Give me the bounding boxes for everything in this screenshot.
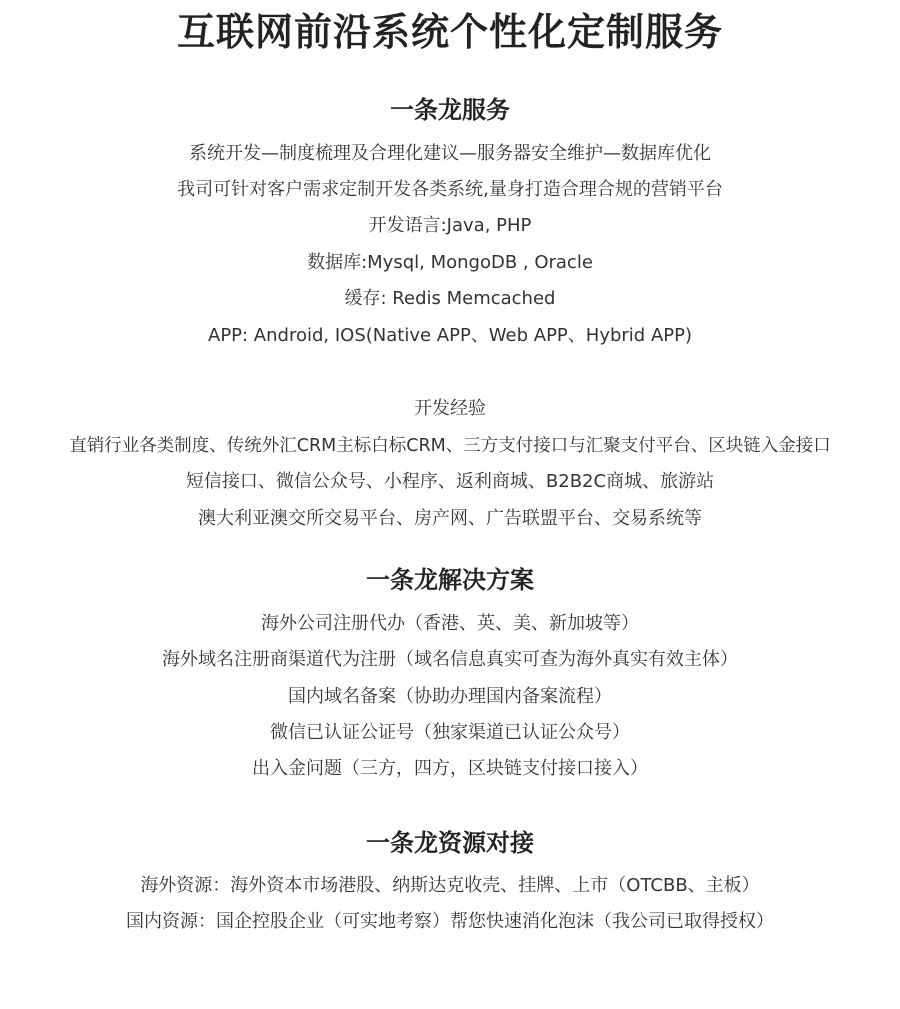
experience-line: 直销行业各类制度、传统外汇CRM主标白标CRM、三方支付接口与汇聚支付平台、区块链入金接口 — [69, 436, 831, 456]
resources-heading: 一条龙资源对接 — [366, 829, 534, 857]
solutions-line: 国内域名备案（协助办理国内备案流程） — [288, 686, 612, 707]
solutions-line: 出入金问题（三方，四方，区块链支付接口接入） — [252, 758, 648, 779]
resources-line: 国内资源：国企控股企业（可实地考察）帮您快速消化泡沫（我公司已取得授权） — [126, 911, 774, 932]
service-line: 缓存: Redis Memcached — [344, 288, 556, 309]
solutions-line: 海外公司注册代办（香港、英、美、新加坡等） — [261, 613, 639, 634]
resources-line: 海外资源：海外资本市场港股、纳斯达克收壳、挂牌、上市（OTCBB、主板） — [140, 875, 760, 896]
page-title: 互联网前沿系统个性化定制服务 — [176, 10, 723, 54]
solutions-line: 微信已认证公证号（独家渠道已认证公众号） — [270, 722, 630, 743]
solutions-heading: 一条龙解决方案 — [366, 566, 534, 594]
service-heading: 一条龙服务 — [390, 96, 510, 124]
service-line: 开发语言:Java, PHP — [368, 215, 532, 236]
service-line: 我司可针对客户需求定制开发各类系统,量身打造合理合规的营销平台 — [177, 179, 723, 200]
experience-heading: 开发经验 — [414, 398, 486, 419]
service-line: 系统开发—制度梳理及合理化建议—服务器安全维护—数据库优化 — [189, 143, 711, 164]
service-line: 数据库:Mysql, MongoDB , Oracle — [307, 252, 593, 273]
service-line: APP: Android, IOS(Native APP、Web APP、Hybrid APP) — [208, 325, 692, 346]
solutions-line: 海外域名注册商渠道代为注册（域名信息真实可查为海外真实有效主体） — [162, 649, 738, 670]
experience-line: 澳大利亚澳交所交易平台、房产网、广告联盟平台、交易系统等 — [198, 508, 702, 529]
experience-line: 短信接口、微信公众号、小程序、返利商城、B2B2C商城、旅游站 — [185, 471, 715, 492]
